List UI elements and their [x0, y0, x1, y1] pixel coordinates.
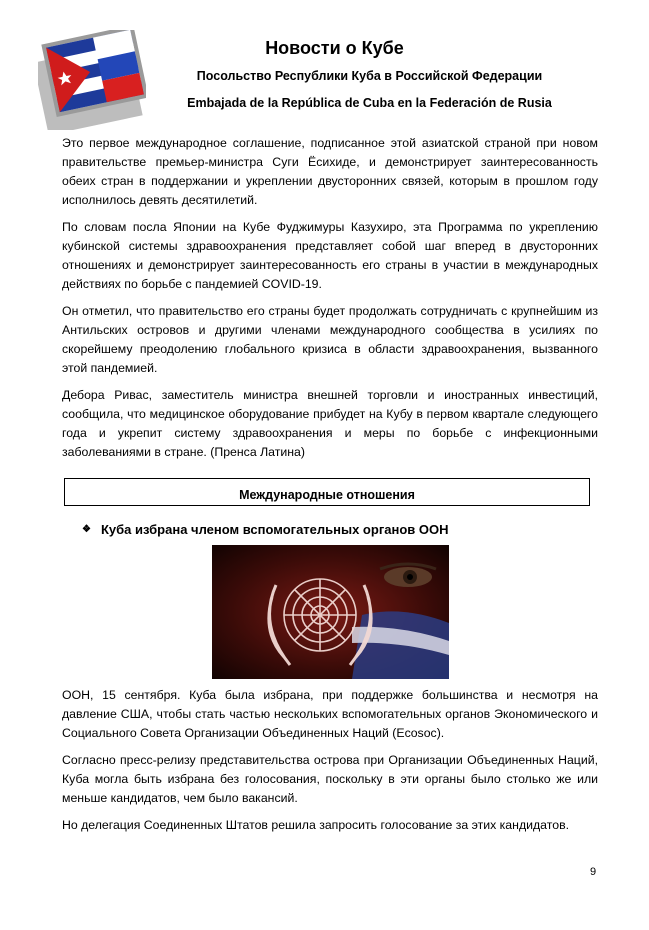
paragraph: Это первое международное соглашение, подписанное этой азиатской страной при новом правительстве премьер-министра Суги Ёсихиде, и демонстрирует заинтересованность обеих стран в поддержании и укреплении двусторонних связей, которым в прошлом году исполнилось девять десятилетий.	[62, 136, 598, 207]
paragraph: По словам посла Японии на Кубе Фуджимуры Казухиро, эта Программа по укреплению кубинской системы здравоохранения представляет собой шаг вперед в двусторонних отношениях и демонстрирует заинтересованность его страны в участии в международных действиях по борьбе с пандемией COVID-19.	[62, 220, 598, 291]
un-emblem-image	[212, 545, 449, 679]
article-2-headline-row	[82, 522, 448, 537]
paragraph: Дебора Ривас, заместитель министра внешней торговли и иностранных инвестиций, сообщила, что медицинское оборудование прибудет на Кубу в первом квартале следующего года и укрепит систему здравоохранения и меры по борьбе с инфекционными заболеваниями в стране. (Пренса Латина)	[62, 388, 598, 459]
paragraph: Но делегация Соединенных Штатов решила запросить голосование за этих кандидатов.	[62, 818, 570, 832]
diamond-bullet-icon: ❖	[82, 524, 91, 535]
paragraph: ООН, 15 сентября. Куба была избрана, при поддержке большинства и несмотря на давление США, чтобы стать частью нескольких вспомогательных органов Экономического и Социального Совета Организации Объединенных Наций (Ecosoc).	[62, 688, 598, 740]
embassy-name-ru: Посольство Республики Куба в Российской Федерации	[196, 69, 543, 83]
paragraph: Согласно пресс-релизу представительства острова при Организации Объединенных Наций, Куба могла быть избрана без голосования, поскольку в эти органы было столько же или меньше кандидатов, чем было вакансий.	[62, 753, 598, 805]
article-2-body	[62, 686, 598, 843]
article-1-body	[62, 134, 598, 470]
paragraph: Он отметил, что правительство его страны будет продолжать сотрудничать с крупнейшим из Антильских островов и другими членами международного сообщества в усилиях по скорейшему преодолению глобального кризиса в области здравоохранения, вызванного этой пандемией.	[62, 304, 598, 375]
page-number: 9	[590, 866, 597, 878]
article-2-headline: Куба избрана членом вспомогательных органов ООН	[100, 522, 449, 537]
section-title: Международные отношения	[239, 488, 415, 502]
section-header-box	[64, 478, 590, 506]
page-title: Новости о Кубе	[265, 38, 404, 58]
embassy-name-es: Embajada de la República de Cuba en la Federación de Rusia	[187, 96, 552, 110]
